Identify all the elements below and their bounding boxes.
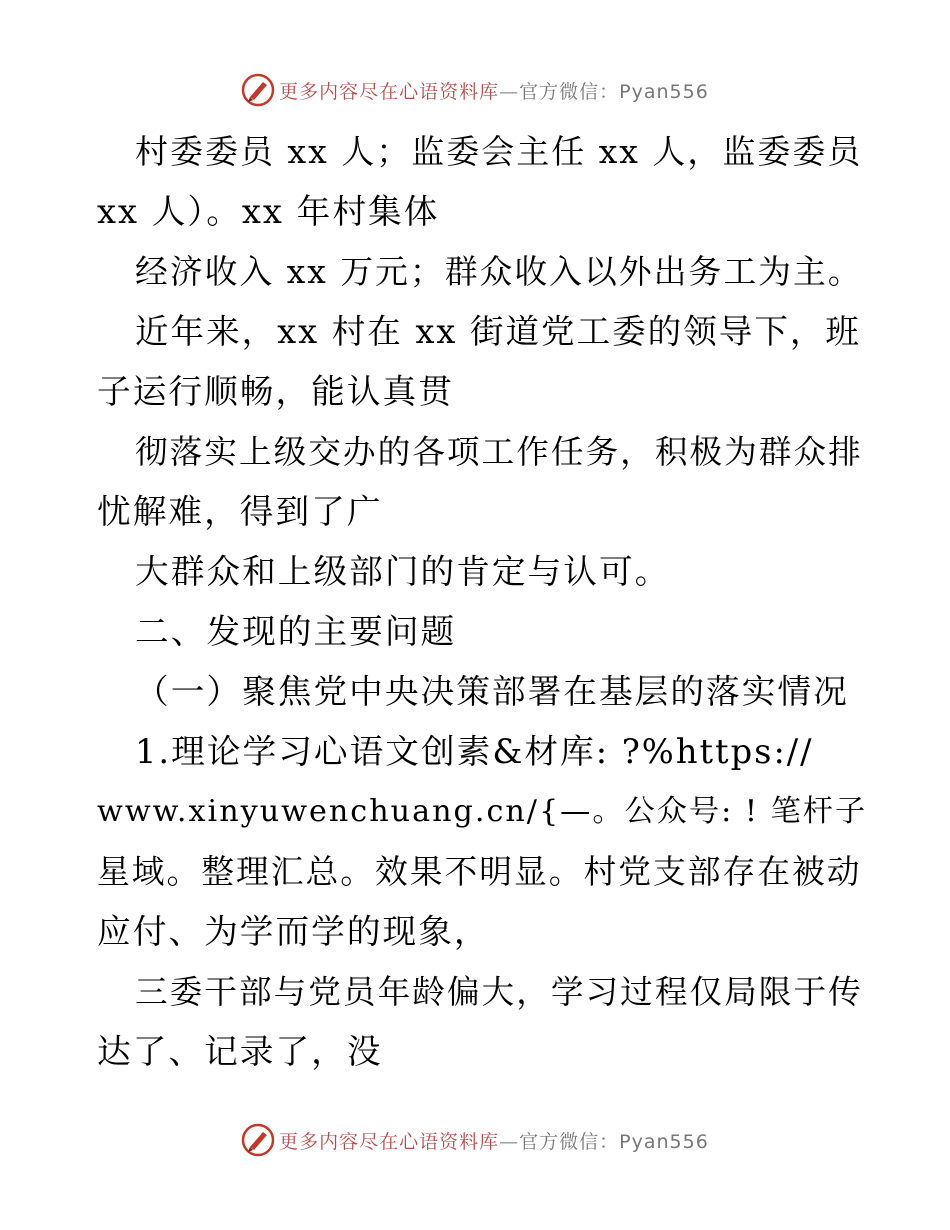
header-banner — [0, 70, 950, 110]
text-line: 忧解难，得到了广 — [97, 492, 383, 531]
document-body — [97, 122, 867, 1082]
text-line: 达了、记录了，没 — [97, 1032, 383, 1071]
pen-logo-icon — [241, 73, 275, 107]
text-line: 星域。整理汇总。效果不明显。村党支部存在被动 — [97, 853, 862, 891]
banner-text — [279, 1127, 709, 1154]
section-heading: 二、发现的主要问题 — [135, 612, 457, 651]
text-line: 彻落实上级交办的各项工作任务，积极为群众排 — [135, 433, 863, 471]
text-line: 近年来，xx 村在 xx 街道党工委的领导下，班 — [135, 312, 861, 351]
pen-logo-icon — [241, 1123, 275, 1157]
text-line: 1.理论学习心语文创素&材库: ?%https:// — [135, 732, 814, 771]
text-line: xx 人）。xx 年村集体 — [97, 192, 440, 231]
text-line: 经济收入 xx 万元；群众收入以外出务工为主。 — [135, 253, 863, 291]
banner-wechat-text: 官方微信：Pyan556 — [519, 80, 709, 103]
text-line: 村委委员 xx 人；监委会主任 xx 人，监委委员 — [135, 132, 863, 171]
banner-main-text: 更多内容尽在心语资料库 — [279, 1130, 500, 1153]
subsection-heading: （一）聚焦党中央决策部署在基层的落实情况 — [135, 672, 849, 711]
banner-dash: — — [499, 1130, 520, 1153]
banner-text — [279, 77, 709, 104]
banner-dash: — — [499, 80, 520, 103]
text-line: 应付、为学而学的现象， — [97, 912, 490, 951]
banner-wechat-text: 官方微信：Pyan556 — [519, 1130, 709, 1153]
text-line: 三委干部与党员年龄偏大，学习过程仅局限于传 — [135, 973, 863, 1011]
footer-banner — [0, 1120, 950, 1160]
text-line: 子运行顺畅，能认真贯 — [97, 372, 454, 411]
text-line: 大群众和上级部门的肯定与认可。 — [135, 552, 671, 591]
banner-main-text: 更多内容尽在心语资料库 — [279, 80, 500, 103]
text-line: www.xinyuwenchuang.cn/{—。公众号: ! 笔杆子 — [97, 794, 868, 829]
